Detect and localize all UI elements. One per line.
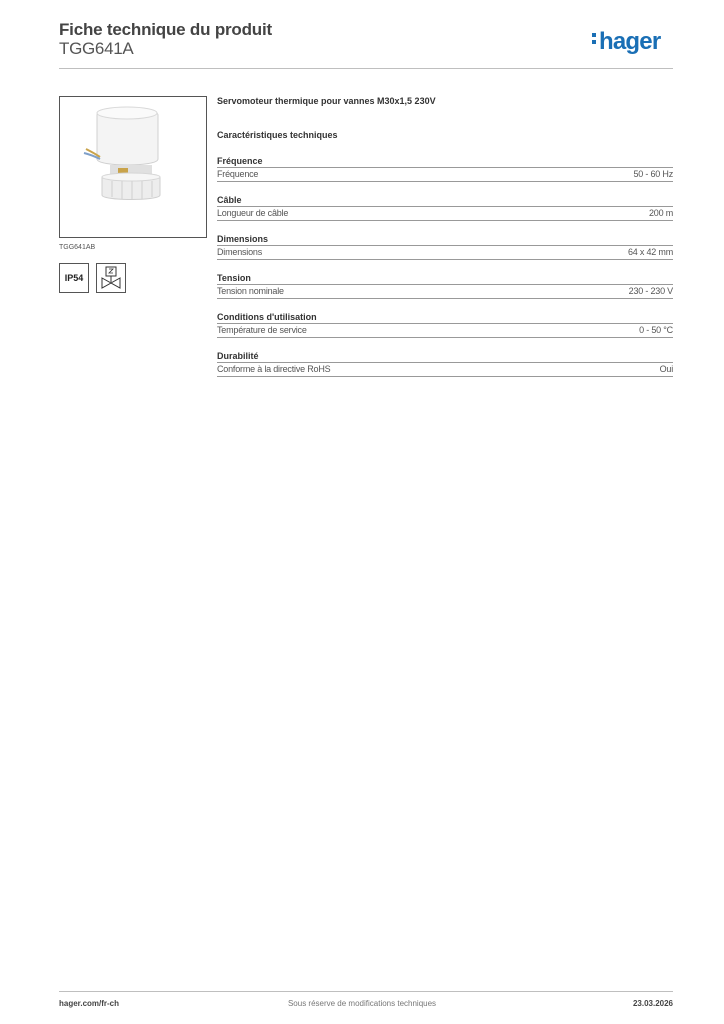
spec-row bbox=[217, 284, 673, 299]
spec-value: 50 - 60 Hz bbox=[633, 169, 673, 179]
spec-row bbox=[217, 206, 673, 221]
actuator-illustration-icon bbox=[60, 97, 206, 237]
spec-label: Tension nominale bbox=[217, 286, 284, 296]
hager-logo[interactable] bbox=[592, 28, 660, 56]
spec-group-title: Dimensions bbox=[217, 234, 269, 244]
spec-group-title: Fréquence bbox=[217, 156, 263, 166]
spec-value: 0 - 50 °C bbox=[639, 325, 673, 335]
product-description: Servomoteur thermique pour vannes M30x1,5 230V bbox=[217, 96, 436, 106]
specs-heading: Caractéristiques techniques bbox=[217, 130, 338, 140]
spec-label: Longueur de câble bbox=[217, 208, 289, 218]
spec-group-title: Durabilité bbox=[217, 351, 259, 361]
spec-group-title: Tension bbox=[217, 273, 251, 283]
spec-group-dimensions bbox=[217, 233, 673, 272]
footer-website-link[interactable]: hager.com/fr-ch bbox=[59, 999, 120, 1008]
spec-label: Conforme à la directive RoHS bbox=[217, 364, 331, 374]
logo-dots-icon bbox=[592, 30, 597, 47]
spec-group-frequency bbox=[217, 155, 673, 194]
spec-row bbox=[217, 323, 673, 338]
spec-row bbox=[217, 245, 673, 260]
product-reference: TGG641A bbox=[59, 39, 134, 58]
spec-group-voltage bbox=[217, 272, 673, 311]
logo-text: hager bbox=[599, 28, 661, 55]
header-divider bbox=[59, 68, 673, 69]
page-title: Fiche technique du produit bbox=[59, 20, 272, 39]
spec-value: 200 m bbox=[648, 208, 673, 218]
spec-row bbox=[217, 362, 673, 377]
footer-notice: Sous réserve de modifications techniques bbox=[287, 999, 437, 1008]
spec-label: Fréquence bbox=[217, 169, 259, 179]
spec-group-cable bbox=[217, 194, 673, 233]
spec-group-title: Câble bbox=[217, 195, 242, 205]
spec-group-conditions bbox=[217, 311, 673, 350]
valve-actuator-icon bbox=[96, 263, 126, 293]
spec-label: Dimensions bbox=[217, 247, 263, 257]
product-image bbox=[59, 96, 207, 238]
spec-label: Température de service bbox=[217, 325, 307, 335]
ip-rating-badge: IP54 bbox=[59, 263, 89, 293]
spec-group-title: Conditions d'utilisation bbox=[217, 312, 317, 322]
product-image-caption: TGG641AB bbox=[59, 244, 96, 251]
footer-divider bbox=[59, 991, 673, 992]
main-content bbox=[217, 96, 673, 389]
spec-value: 230 - 230 V bbox=[628, 286, 673, 296]
spec-value: 64 x 42 mm bbox=[627, 247, 673, 257]
spec-value: Oui bbox=[659, 364, 673, 374]
spec-row bbox=[217, 167, 673, 182]
footer-date: 23.03.2026 bbox=[632, 999, 673, 1008]
spec-group-durability bbox=[217, 350, 673, 389]
